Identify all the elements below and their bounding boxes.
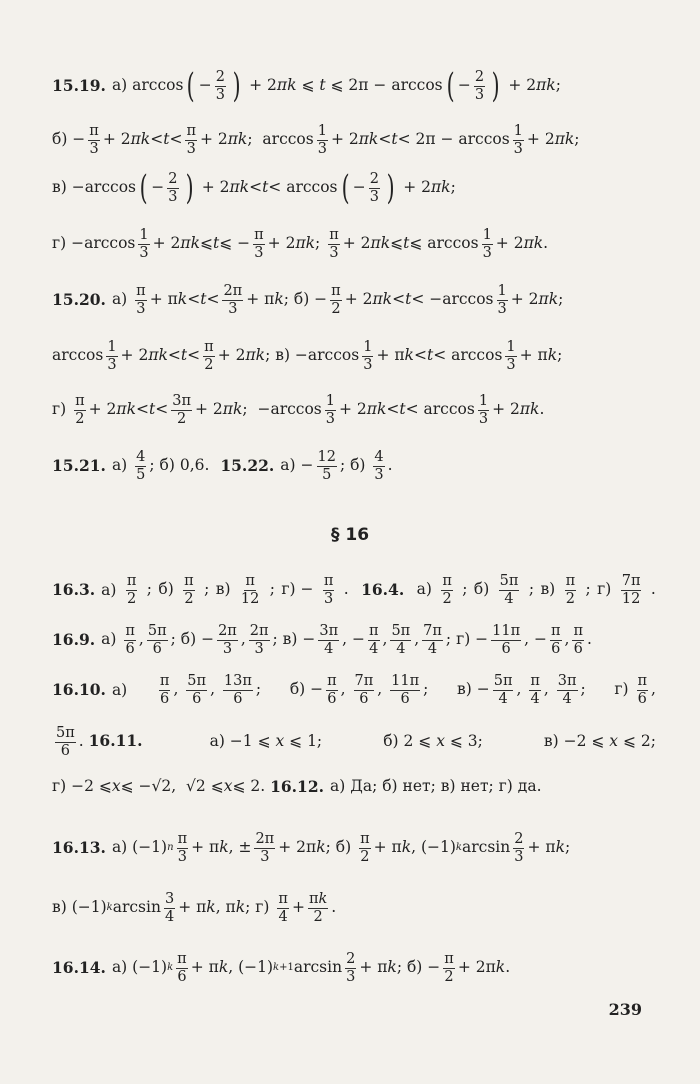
problem-number: 16.12. bbox=[270, 777, 325, 797]
answer-16-12-text: а) Да; б) нет; в) нет; г) да. bbox=[330, 777, 542, 796]
problem-number: 16.13. bbox=[52, 838, 106, 858]
answer-15-19-b: б) − $\frac{\pi}{3}$ + 2 πk < t < $\frac{\pi}{3}$ + 2 πk ; arccos $\frac{1}{3}$ + 2 πk < t < 2π − arccos $\frac{1}{3}$ + 2 πk ; bbox=[52, 122, 580, 157]
answer-16-12: г) −2 ⩽ x ⩽ −√2, √2 ⩽ x ⩽ 2. 16.12. а) Да; б) нет; в) нет; г) да. bbox=[52, 777, 542, 797]
answer-16-9: 16.9. а) $\frac{\pi}{6}$ , $\frac{5\pi}{6}$ ; б) − $\frac{2\pi}{3}$ , $\frac{2\pi}{3}$ ; в) − $\frac{3\pi}{4}$ , − $\frac{\pi}{4}$ , $\frac{5\pi}{4}$ , $\frac{7\pi}{4}$ ; г) − $\frac{11\pi}{6}$ , − $\frac{\pi}{6}$ , $\frac{\pi}{6}$ . bbox=[52, 622, 592, 657]
problem-number: 15.19. bbox=[52, 76, 106, 96]
problem-number: 16.10. bbox=[52, 679, 106, 699]
problem-number: 16.9. bbox=[52, 630, 96, 650]
answer-16-11: $\frac{5\pi}{6}$ . 16.11. а) −1 ⩽ x ⩽ 1; б) 2 ⩽ x ⩽ 3; в) −2 ⩽ x ⩽ 2; bbox=[56, 724, 656, 759]
answer-15-19-v: в) −arccos ( − $\frac{2}{3}$ ) + 2 πk < t < arccos ( − $\frac{2}{3}$ ) + 2 πk ; bbox=[52, 168, 456, 208]
answer-16-13-a: 16.13. а) (−1) n $\frac{\pi}{3}$ + π k , ± $\frac{2\pi}{3}$ + 2π k ; б) $\frac{\pi}{2}$ + π k , (−1) k arcsin $\frac{2}{3}$ + π k ; bbox=[52, 830, 571, 865]
problem-number: 16.11. bbox=[88, 731, 143, 750]
answer-15-19-g: г) −arccos $\frac{1}{3}$ + 2 πk ⩽ t ⩽ − $\frac{\pi}{3}$ + 2 πk ; $\frac{\pi}{3}$ + 2 πk ⩽ t ⩽ arccos $\frac{1}{3}$ + 2 πk . bbox=[52, 226, 549, 261]
answer-15-20-b: arccos $\frac{1}{3}$ + 2 πk < t < $\frac{\pi}{2}$ + 2 πk ; в) −arccos $\frac{1}{3}$ + π k < t < arccos $\frac{1}{3}$ + π k ; bbox=[52, 338, 563, 373]
answer-15-20-g: г) $\frac{\pi}{2}$ + 2 πk < t < $\frac{3\pi}{2}$ + 2 πk ; −arccos $\frac{1}{3}$ + 2 πk < t < arccos $\frac{1}{3}$ + 2 πk . bbox=[52, 392, 545, 427]
answer-15-19-a: 15.19. а) arccos ( − $\frac{2}{3}$ ) + 2 πk ⩽ t ⩽ 2π − arccos ( − $\frac{2}{3}$ ) + 2 πk ; bbox=[52, 66, 561, 106]
problem-number: 15.22. bbox=[220, 456, 275, 476]
answer-15-20-a: 15.20. а) $\frac{\pi}{3}$ + π k < t < $\frac{2\pi}{3}$ + π k ; б) − $\frac{\pi}{2}$ + 2 πk < t < −arccos $\frac{1}{3}$ + 2 πk ; bbox=[52, 282, 564, 317]
problem-number: 15.20. bbox=[52, 290, 106, 310]
answer-15-21: 15.21. а) $\frac{4}{5}$ ; б) 0,6. 15.22. а) − $\frac{12}{5}$ ; б) $\frac{4}{3}$ . bbox=[52, 448, 393, 483]
answer-16-13-b: в) (−1) k arcsin $\frac{3}{4}$ + π k , π k ; г) $\frac{\pi}{4}$ + $\frac{\pi k}{2}$ . bbox=[52, 890, 337, 925]
page-number: 239 bbox=[608, 1000, 642, 1019]
answer-16-3: 16.3. а) $\frac{\pi}{2}$ ; б) $\frac{\pi}{2}$ ; в) $\frac{\pi}{12}$ ; г) − $\frac{\pi}{3}$ . 16.4. а) $\frac{\pi}{2}$ ; б) $\frac{5\pi}{4}$ ; в) $\frac{\pi}{2}$ ; г) $\frac{7\pi}{12}$ . bbox=[52, 572, 656, 607]
problem-number: 15.21. bbox=[52, 456, 106, 476]
answer-16-14: 16.14. а) (−1) k $\frac{\pi}{6}$ + π k , (−1) k+1 arcsin $\frac{2}{3}$ + π k ; б) − $\frac{\pi}{2}$ + 2π k . bbox=[52, 950, 511, 985]
problem-number: 16.3. bbox=[52, 579, 96, 599]
answer-16-10: 16.10. а) $\frac{\pi}{6}$ , $\frac{5\pi}{6}$ , $\frac{13\pi}{6}$ ; б) − $\frac{\pi}{6}$ , $\frac{7\pi}{6}$ , $\frac{11\pi}{6}$ ; в) − $\frac{5\pi}{4}$ , $\frac{\pi}{4}$ , $\frac{3\pi}{4}$ ; г) $\frac{\pi}{6}$ , bbox=[52, 672, 656, 707]
problem-number: 16.4. bbox=[361, 580, 405, 600]
section-heading: § 16 bbox=[330, 525, 370, 545]
problem-number: 16.14. bbox=[52, 958, 106, 978]
